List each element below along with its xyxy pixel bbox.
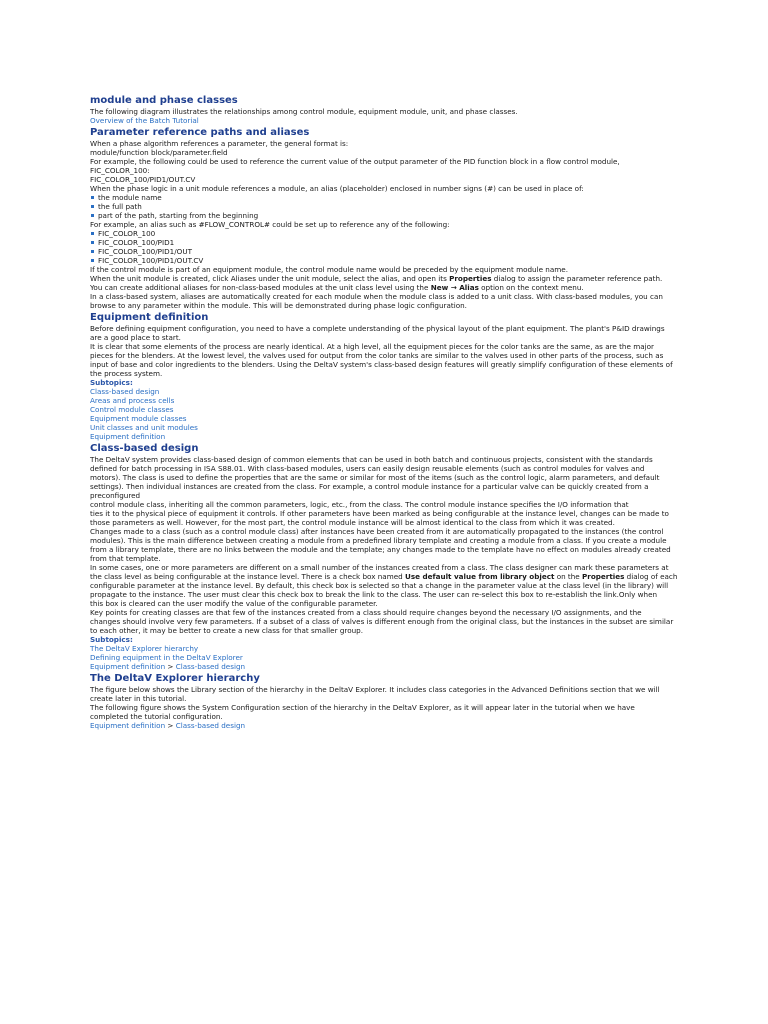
- subtopics-label: Subtopics:: [90, 378, 133, 387]
- paragraph: the class level as being configurable at the instance level. There is a check box named Use default value from library object on the Properties dialog of each: [90, 572, 678, 581]
- link-deltav-explorer-hierarchy[interactable]: The DeltaV Explorer hierarchy: [90, 644, 199, 653]
- list-item: FIC_COLOR_100/PID1/OUT.CV: [90, 256, 680, 265]
- list-item: part of the path, starting from the beginning: [90, 211, 680, 220]
- bullet-list: [90, 229, 680, 265]
- heading-class-based-design: Class-based design: [90, 443, 199, 454]
- breadcrumb-equipment-definition[interactable]: Equipment definition: [90, 721, 166, 730]
- paragraph: You can create additional aliases for non-class-based modules at the unit class level using the New → Alias option on the context menu.: [90, 283, 584, 292]
- paragraph: For example, the following could be used to reference the current value of the output parameter of the PID function block in a flow control module,: [90, 157, 620, 166]
- paragraph: the process system.: [90, 369, 163, 378]
- link-areas-process-cells[interactable]: Areas and process cells: [90, 396, 175, 405]
- paragraph: The DeltaV system provides class-based design of common elements that can be used in both batch and continuous projects, consistent with the standards: [90, 455, 653, 464]
- bullet-list: [90, 193, 680, 220]
- breadcrumb: [90, 721, 680, 730]
- paragraph: If the control module is part of an equipment module, the control module name would be preceded by the equipment module name.: [90, 265, 568, 274]
- paragraph: create later in this tutorial.: [90, 694, 187, 703]
- list-item: FIC_COLOR_100: [90, 229, 680, 238]
- paragraph: It is clear that some elements of the process are nearly identical. At a high level, all the equipment pieces for the color tanks are the same, as are the major: [90, 342, 654, 351]
- paragraph: Before defining equipment configuration, you need to have a complete understanding of the physical layout of the plant equipment. The plant's P&ID drawings: [90, 324, 665, 333]
- paragraph: Changes made to a class (such as a control module class) after instances have been created from it are automatically propagated to the instances (the control: [90, 527, 664, 536]
- breadcrumb-equipment-definition[interactable]: Equipment definition: [90, 662, 166, 671]
- paragraph: When a phase algorithm references a parameter, the general format is:: [90, 139, 349, 148]
- paragraph: modules). This is the main difference between creating a module from a predefined library template and creating a module from a class. If you create a module: [90, 536, 667, 545]
- paragraph: FIC_COLOR_100/PID1/OUT.CV: [90, 175, 196, 184]
- paragraph: changes should involve very few parameters. If a subset of a class of valves is different enough from the original class, but the instances in the subset are similar: [90, 617, 674, 626]
- heading-equipment-definition: Equipment definition: [90, 312, 209, 323]
- paragraph: browse to any parameter within the module. This will be demonstrated during phase logic configuration.: [90, 301, 467, 310]
- paragraph: from a library template, there are no links between the module and the template; any changes made to the template have no effect on modules already created: [90, 545, 671, 554]
- list-item: FIC_COLOR_100/PID1: [90, 238, 680, 247]
- paragraph: those parameters as well. However, for the most part, the control module instance will be almost identical to the class from which it was created.: [90, 518, 615, 527]
- paragraph: Key points for creating classes are that few of the instances created from a class should require changes beyond the necessary I/O assignments, and the: [90, 608, 642, 617]
- heading-module-phase-classes: module and phase classes: [90, 95, 238, 106]
- list-item: the module name: [90, 193, 680, 202]
- paragraph: In a class-based system, aliases are automatically created for each module when the module class is added to a unit class. With class-based modules, you can: [90, 292, 663, 301]
- list-item: FIC_COLOR_100/PID1/OUT: [90, 247, 680, 256]
- paragraph: pieces for the blenders. At the lowest level, the valves used for output from the color tanks are similar to the valves used in other parts of the process, such as: [90, 351, 664, 360]
- paragraph: FIC_COLOR_100:: [90, 166, 150, 175]
- breadcrumb-class-based-design[interactable]: Class-based design: [175, 721, 246, 730]
- paragraph: to each other, it may be better to create a new class for that smaller group.: [90, 626, 364, 635]
- paragraph: When the phase logic in a unit module references a module, an alias (placeholder) enclosed in number signs (#) can be used in place of:: [90, 184, 584, 193]
- link-control-module-classes[interactable]: Control module classes: [90, 405, 174, 414]
- heading-parameter-reference-paths: Parameter reference paths and aliases: [90, 127, 310, 138]
- paragraph: from that template.: [90, 554, 161, 563]
- paragraph: ties it to the physical piece of equipment it controls. If other parameters have been marked as being configurable at the instance level, changes can be made to: [90, 509, 669, 518]
- link-equipment-definition[interactable]: Equipment definition: [90, 432, 166, 441]
- paragraph: motors). The class is used to define the properties that are the same or similar for most of the items (such as the control logic, alarm parameters, and default: [90, 473, 660, 482]
- breadcrumb-separator: >: [165, 721, 176, 730]
- link-class-based-design[interactable]: Class-based design: [90, 387, 160, 396]
- paragraph: input of base and color ingredients to the blenders. Using the DeltaV system's class-based design features will greatly simplify configuration of these elements of: [90, 360, 673, 369]
- paragraph: In some cases, one or more parameters are different on a small number of the instances created from a class. The class designer can mark these parameters at: [90, 563, 669, 572]
- paragraph: module/function block/parameter.field: [90, 148, 228, 157]
- subtopics-label: Subtopics:: [90, 635, 133, 644]
- paragraph: configurable parameter at the instance level. By default, this check box is selected so that a change in the parameter value at the class level (in the library) will: [90, 581, 669, 590]
- paragraph: The following diagram illustrates the relationships among control module, equipment module, unit, and phase classes.: [90, 107, 518, 116]
- paragraph: When the unit module is created, click Aliases under the unit module, select the alias, and open its Properties dialog to assign the parameter reference path.: [90, 274, 663, 283]
- paragraph: The following figure shows the System Configuration section of the hierarchy in the DeltaV Explorer, as it will appear later in the tutorial when we have: [90, 703, 635, 712]
- breadcrumb-separator: >: [165, 662, 176, 671]
- paragraph: propagate to the instance. The user must clear this check box to break the link to the class. The user can re-select this box to re-establish the link.Only when: [90, 590, 658, 599]
- paragraph: settings). Then individual instances are created from the class. For example, a control module instance for a particular valve can be quickly created from a preconfigured: [90, 482, 649, 500]
- paragraph: For example, an alias such as #FLOW_CONTROL# could be set up to reference any of the following:: [90, 220, 450, 229]
- paragraph: The figure below shows the Library section of the hierarchy in the DeltaV Explorer. It includes class categories in the Advanced Definitions section that we will: [90, 685, 660, 694]
- paragraph: are a good place to start.: [90, 333, 181, 342]
- heading-deltav-explorer-hierarchy: The DeltaV Explorer hierarchy: [90, 673, 260, 684]
- breadcrumb: [90, 662, 680, 671]
- list-item: the full path: [90, 202, 680, 211]
- link-unit-classes[interactable]: Unit classes and unit modules: [90, 423, 198, 432]
- link-overview-batch-tutorial[interactable]: Overview of the Batch Tutorial: [90, 116, 199, 125]
- paragraph: control module class, inheriting all the common parameters, logic, etc., from the class. The control module instance specifies the I/O information that: [90, 500, 629, 509]
- link-equipment-module-classes[interactable]: Equipment module classes: [90, 414, 187, 423]
- paragraph: this box is cleared can the user modify the value of the configurable parameter.: [90, 599, 378, 608]
- breadcrumb-class-based-design[interactable]: Class-based design: [175, 662, 246, 671]
- paragraph: completed the tutorial configuration.: [90, 712, 223, 721]
- document-page: [90, 93, 680, 730]
- paragraph: defined for batch processing in ISA S88.01. With class-based modules, users can easily design reusable elements (such as control modules for valves and: [90, 464, 645, 473]
- link-defining-equipment[interactable]: Defining equipment in the DeltaV Explorer: [90, 653, 243, 662]
